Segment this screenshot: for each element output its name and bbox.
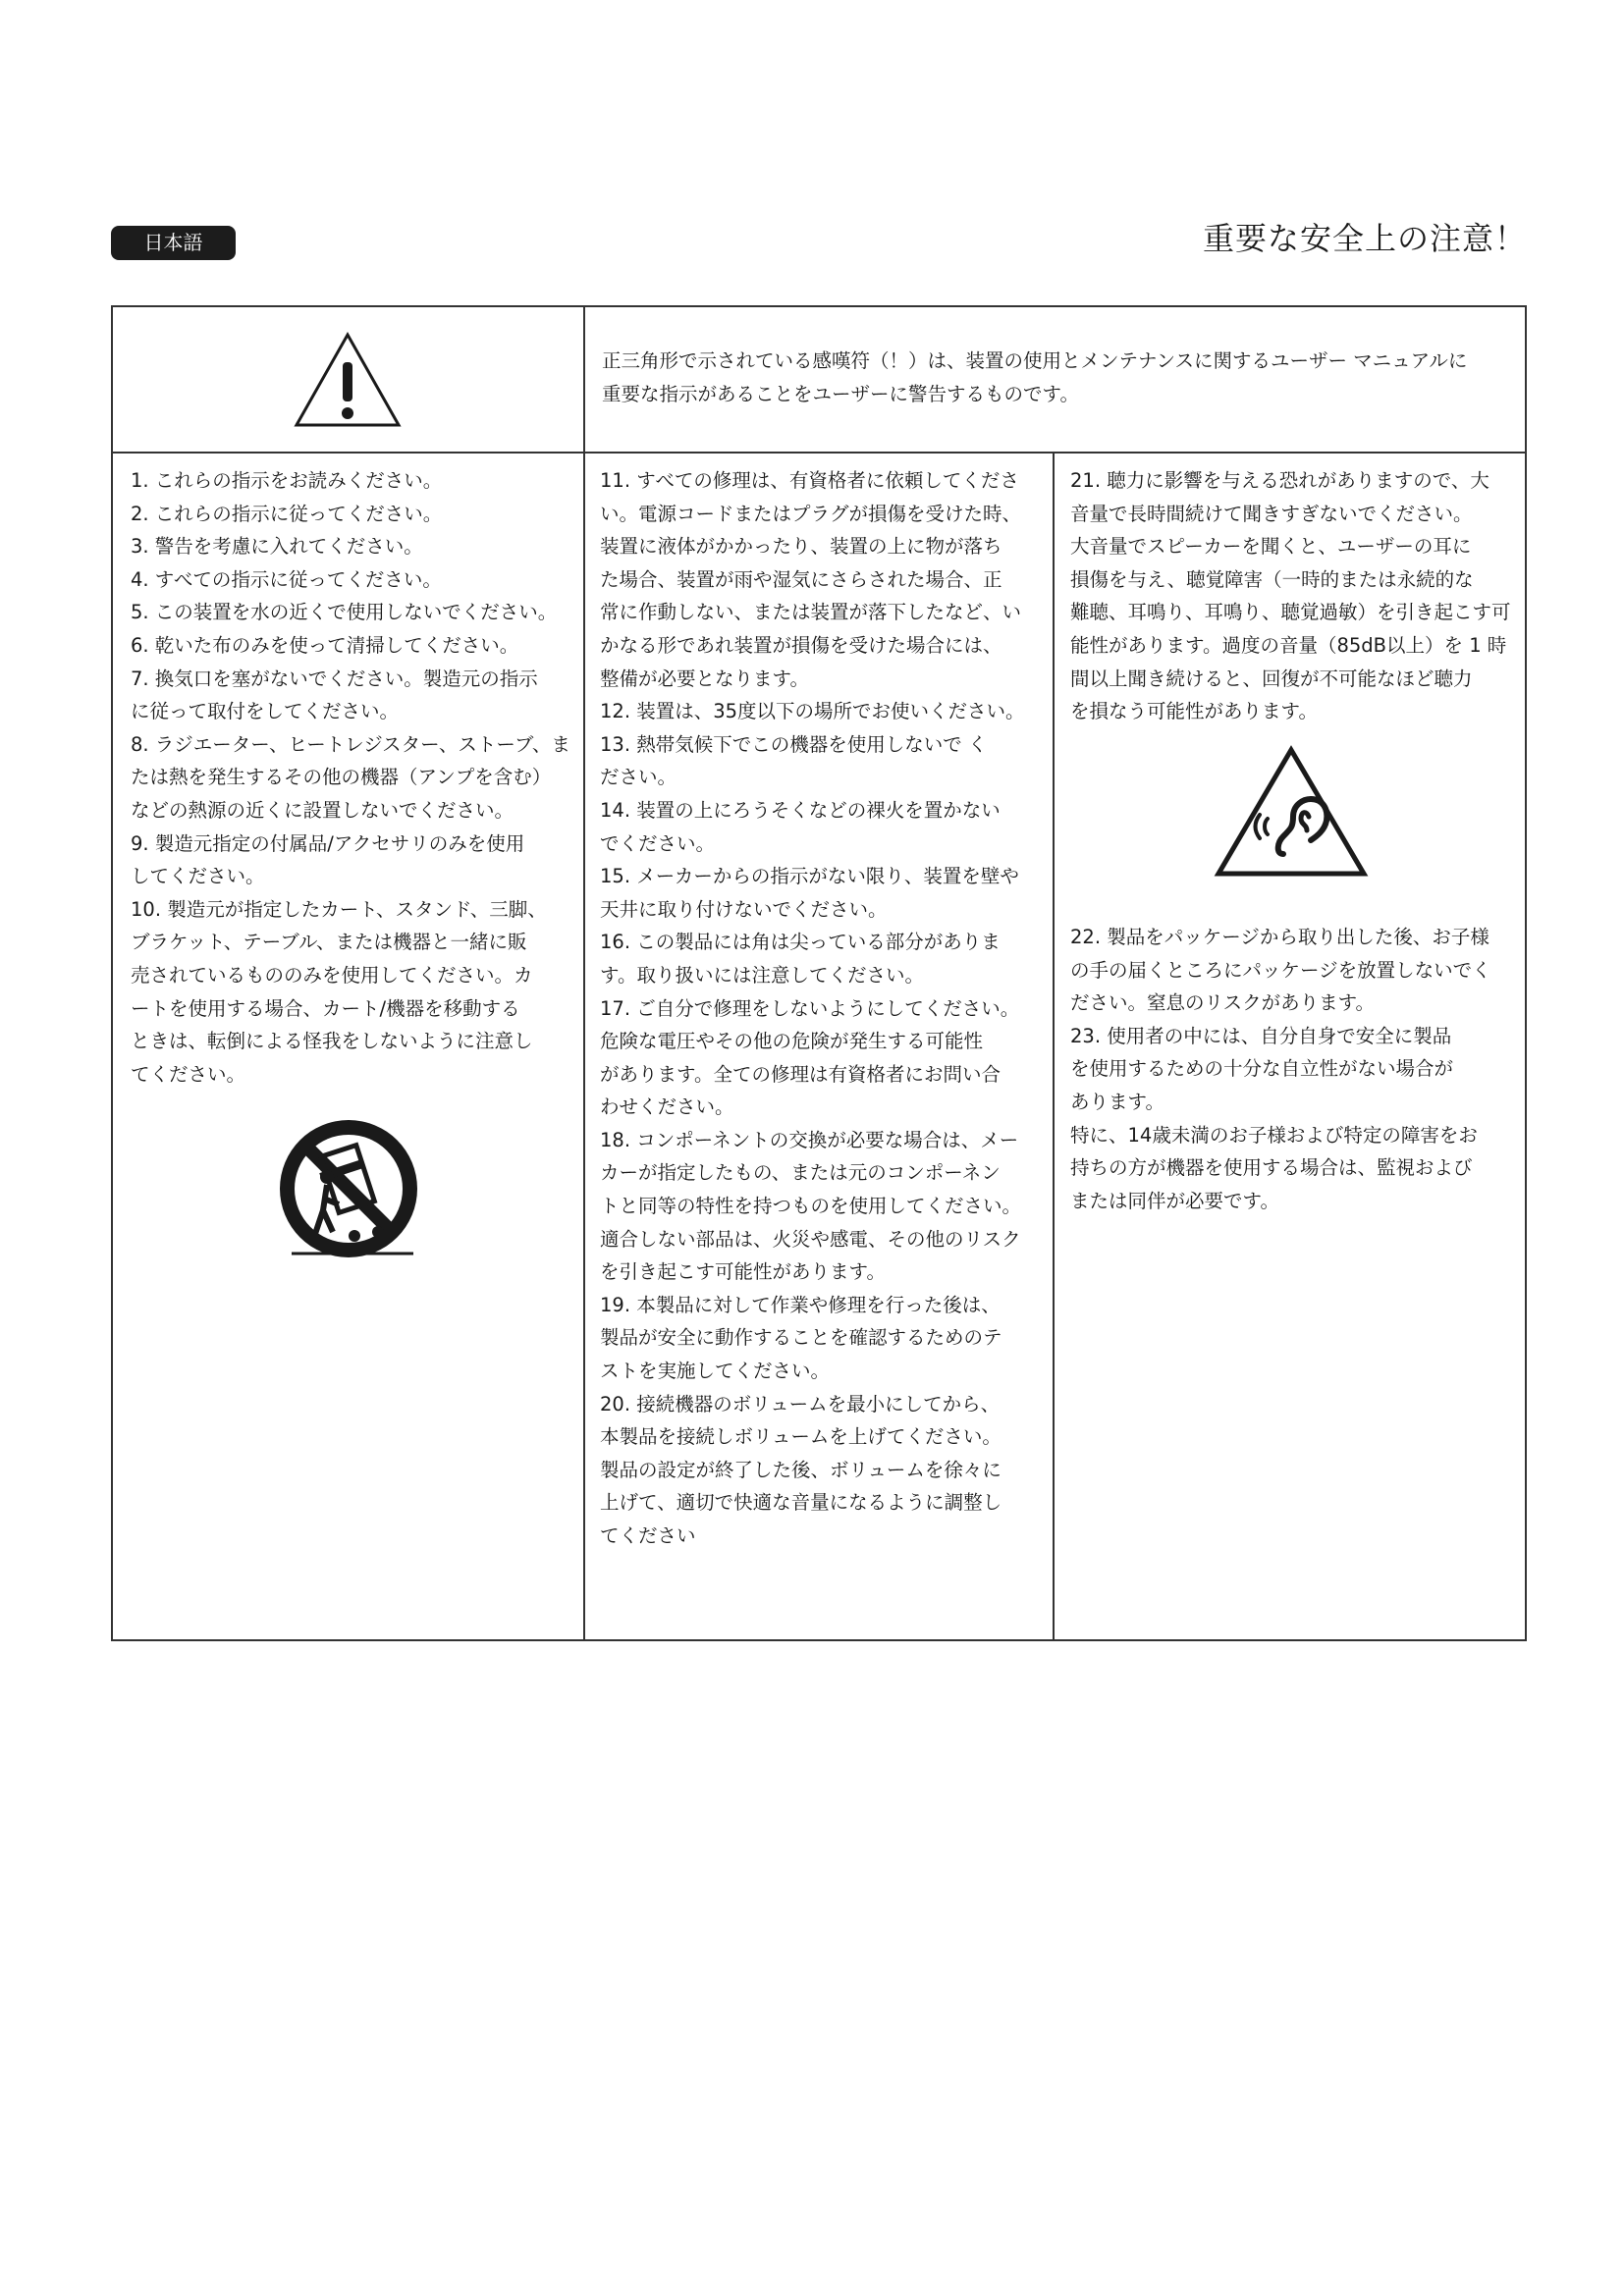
- instruction-item: 3. 警告を考慮に入れてください。: [131, 535, 423, 559]
- instruction-item: 20. 接続機器のボリュームを最小にしてから、 本製品を接続しボリュームを上げてください。 製品の設定が終了した後、ボリュームを徐々に 上げて、適切で快適な音量になるように調整し てください: [600, 1392, 1002, 1547]
- instruction-item: 6. 乾いた布のみを使って清掃してください。: [131, 633, 519, 657]
- instructions-column-3-top: [1070, 464, 1517, 728]
- instruction-item: 16. この製品には角は尖っている部分がありま す。取り扱いには注意してください。: [600, 931, 1001, 987]
- warning-icon-cell: [113, 307, 583, 452]
- table-divider-vertical-1: [583, 307, 585, 1639]
- cart-tipover-warning-icon: [270, 1110, 427, 1267]
- hearing-damage-warning-icon: [1213, 744, 1370, 881]
- exclamation-triangle-icon: [293, 331, 403, 429]
- instruction-item: 10. 製造元が指定したカート、スタンド、三脚、 ブラケット、テーブル、または機器と一緒に販 売されているもののみを使用してください。カ ートを使用する場合、カート/機器を移動する ときは、転倒による怪我をしないように注意し てください。: [131, 897, 547, 1086]
- instruction-item: 17. ご自分で修理をしないようにしてください。 危険な電圧やその他の危険が発生する可能性 があります。全ての修理は有資格者にお問い合 わせください。: [600, 996, 1020, 1119]
- instruction-item: 13. 熱帯気候下でこの機器を使用しないで く ださい。: [600, 732, 988, 789]
- page-title: 重要な安全上の注意！: [1202, 220, 1527, 257]
- intro-text: 正三角形で示されている感嘆符（！）は、装置の使用とメンテナンスに関するユーザー マニュアルに 重要な指示があることをユーザーに警告するものです。: [602, 349, 1468, 405]
- language-badge: 日本語: [111, 226, 236, 260]
- instruction-item: 22. 製品をパッケージから取り出した後、お子様 の手の届くところにパッケージを放置しないでく ださい。窒息のリスクがあります。: [1070, 926, 1491, 1015]
- instruction-item: 19. 本製品に対して作業や修理を行った後は、 製品が安全に動作することを確認するためのテ ストを実施してください。: [600, 1293, 1002, 1383]
- table-divider-vertical-2: [1053, 453, 1055, 1639]
- instruction-item: 11. すべての修理は、有資格者に依頼してくださ い。電源コードまたはプラグが損傷を受けた時、 装置に液体がかかったり、装置の上に物が落ち た場合、装置が雨や湿気にさらされた場合、正 常に作動しない、または装置が落下したなど、い かなる形であれ装置が損傷を受けた場合には、 整備が必要となります。: [600, 469, 1022, 690]
- instruction-item: 18. コンポーネントの交換が必要な場合は、メー カーが指定したもの、または元のコンポーネン トと同等の特性を持つものを使用してください。 適合しない部品は、火災や感電、その他のリスク を引き起こす可能性があります。: [600, 1128, 1022, 1284]
- safety-table: [111, 305, 1527, 1641]
- instructions-column-1: [131, 464, 577, 1091]
- instruction-item: 5. この装置を水の近くで使用しないでください。: [131, 601, 558, 624]
- instruction-item: 21. 聴力に影響を与える恐れがありますので、大 音量で長時間続けて聞きすぎないでください。 大音量でスピーカーを聞くと、ユーザーの耳に 損傷を与え、聴覚障害（一時的または永続的な 難聴、耳鳴り、耳鳴り、聴覚過敏）を引き起こす可 能性があります。過度の音量（85dB以上）を 1 時 間以上聞き続けると、回復が不可能なほど聴力 を損なう可能性があります。: [1070, 469, 1511, 723]
- instruction-item: 23. 使用者の中には、自分自身で安全に製品 を使用するための十分な自立性がない場合が あります。 特に、14歳未満のお子様および特定の障害をお 持ちの方が機器を使用する場合は、監視および または同伴が必要です。: [1070, 1024, 1478, 1212]
- instruction-item: 9. 製造元指定の付属品/アクセサリのみを使用 してください。: [131, 831, 525, 888]
- instruction-item: 1. これらの指示をお読みください。: [131, 469, 443, 492]
- instruction-item: 7. 換気口を塞がないでください。製造元の指示 に従って取付をしてください。: [131, 667, 538, 723]
- instruction-item: 4. すべての指示に従ってください。: [131, 567, 442, 591]
- instruction-item: 2. これらの指示に従ってください。: [131, 502, 443, 525]
- instruction-item: 12. 装置は、35度以下の場所でお使いください。: [600, 700, 1025, 723]
- instruction-item: 8. ラジエーター、ヒートレジスター、ストーブ、ま たは熱を発生するその他の機器（アンプを含む） などの熱源の近くに設置しないでください。: [131, 732, 570, 822]
- instructions-column-2: [600, 464, 1047, 1553]
- instruction-item: 15. メーカーからの指示がない限り、装置を壁や 天井に取り付けないでください。: [600, 865, 1019, 921]
- table-divider-horizontal: [113, 452, 1525, 454]
- instructions-column-3-bottom: [1070, 921, 1517, 1217]
- instruction-item: 14. 装置の上にろうそくなどの裸火を置かない でください。: [600, 798, 1001, 855]
